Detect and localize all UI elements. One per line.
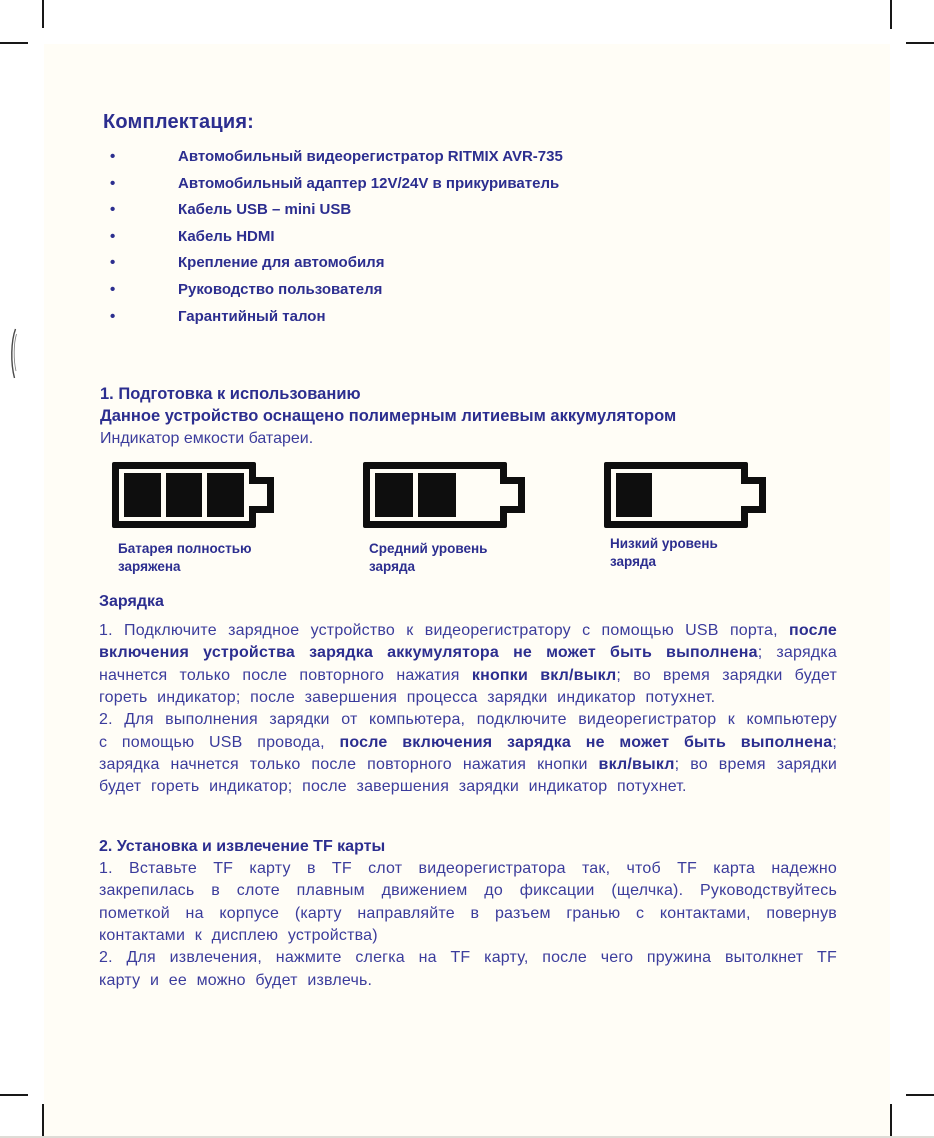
charging-section — [99, 591, 837, 799]
battery-label-line: заряжена — [118, 559, 181, 574]
battery-low-figure — [604, 462, 789, 582]
crop-mark-bottom-right-vertical — [890, 1104, 892, 1138]
bullet-icon: • — [110, 201, 116, 219]
tf-card-paragraph-1: 1. Вставьте TF карту в TF слот видеорегистратора так, чтоб TF карта надежно закрепилась в слоте плавным движением до фиксации (щелчка). Руководствуйтесь пометкой на корпусе (карту направляйте в разъем гранью с контактами, повернув контактами к дисплею устройства) — [99, 860, 837, 945]
battery-label-line: Средний уровень — [369, 541, 488, 556]
emphasized-text: после включения зарядка не может быть выполнена — [339, 733, 833, 751]
list-item — [110, 308, 810, 335]
battery-low-label — [610, 535, 718, 571]
emphasized-text: кнопки вкл/выкл — [471, 666, 617, 684]
list-item — [110, 148, 810, 175]
battery-lead-bold: Данное устройство оснащено полимерным литиевым аккумулятором — [100, 406, 677, 425]
preparation-heading: 1. Подготовка к использованию — [100, 385, 361, 403]
list-item — [110, 201, 810, 228]
scan-artifact-mark — [7, 327, 21, 386]
battery-label-line: Батарея полностью — [118, 541, 252, 556]
battery-label-line: заряда — [369, 559, 416, 574]
list-item-label: Крепление для автомобиля — [178, 254, 385, 272]
tf-card-section — [99, 836, 837, 992]
battery-bar — [166, 473, 203, 517]
crop-mark-top-left-vertical — [42, 0, 44, 28]
battery-bar — [375, 473, 413, 517]
battery-lead-text: Индикатор емкости батареи. — [100, 429, 314, 447]
crop-mark-top-right-horizontal — [906, 42, 934, 44]
bullet-icon: • — [110, 148, 116, 165]
crop-mark-top-right-vertical — [890, 0, 892, 29]
body-text: ; во время зарядки будет гореть индикатор; после завершения зарядки индикатор потухнет. — [99, 756, 837, 796]
body-text: ; зарядка начнется только после повторного нажатия кнопки — [99, 733, 837, 774]
battery-medium-label — [369, 540, 487, 576]
list-item-label: Автомобильный видеорегистратор RITMIX AVR-735 — [178, 148, 563, 165]
preparation-section — [100, 384, 840, 449]
list-item — [110, 281, 810, 308]
emphasized-text: после включения устройства зарядка аккумулятора не может быть выполнена — [99, 622, 837, 662]
crop-mark-bottom-right-horizontal — [906, 1094, 934, 1096]
battery-label-line: Низкий уровень — [610, 536, 718, 551]
crop-mark-bottom-left-horizontal — [0, 1094, 28, 1096]
body-text: ; во время зарядки будет гореть индикатор; после завершения процесса зарядки индикатор потухнет. — [99, 666, 837, 707]
list-item — [110, 228, 810, 255]
list-item — [110, 175, 810, 202]
emphasized-text: вкл/выкл — [598, 756, 675, 774]
battery-full-icon — [112, 462, 256, 528]
battery-bar — [616, 473, 652, 517]
page-title: Комплектация: — [103, 111, 255, 134]
package-contents-list — [110, 148, 810, 334]
battery-medium-icon — [363, 462, 507, 528]
tf-card-heading: 2. Установка и извлечение TF карты — [99, 838, 386, 855]
battery-bar — [124, 473, 161, 517]
bullet-icon: • — [110, 254, 116, 272]
bullet-icon: • — [110, 280, 116, 298]
crop-mark-top-left-horizontal — [0, 42, 28, 44]
charging-paragraph-2 — [99, 709, 837, 798]
battery-bar — [207, 473, 244, 517]
list-item-label: Кабель USB – mini USB — [178, 201, 352, 219]
bullet-icon: • — [110, 227, 116, 245]
list-item-label: Автомобильный адаптер 12V/24V в прикуриватель — [178, 174, 560, 192]
list-item-label: Кабель HDMI — [178, 227, 275, 245]
bullet-icon: • — [110, 307, 116, 325]
crop-mark-bottom-left-vertical — [42, 1104, 44, 1138]
charging-paragraph-1 — [99, 620, 837, 709]
list-item-label: Руководство пользователя — [178, 280, 383, 298]
body-text: ; зарядка начнется только после повторного нажатия — [99, 644, 837, 684]
battery-label-line: заряда — [610, 554, 657, 569]
battery-full-label — [118, 540, 252, 576]
bullet-icon: • — [110, 174, 116, 192]
battery-low-icon — [604, 462, 748, 528]
battery-medium-figure — [363, 462, 548, 582]
charging-heading: Зарядка — [99, 593, 164, 610]
battery-full-figure — [112, 462, 297, 582]
battery-terminal — [249, 477, 274, 513]
battery-bar — [418, 473, 456, 517]
battery-terminal — [500, 477, 525, 513]
list-item — [110, 254, 810, 281]
battery-terminal — [741, 477, 766, 513]
body-text: 1. Подключите зарядное устройство к видеорегистратору с помощью USB порта, — [99, 622, 790, 639]
tf-card-paragraph-2: 2. Для извлечения, нажмите слегка на TF карту, после чего пружина вытолкнет TF карту и ее можно будет извлечь. — [99, 949, 837, 989]
list-item-label: Гарантийный талон — [178, 307, 326, 325]
body-text: 2. Для выполнения зарядки от компьютера, подключите видеорегистратор к компьютеру с помощью USB провода, — [99, 711, 837, 751]
